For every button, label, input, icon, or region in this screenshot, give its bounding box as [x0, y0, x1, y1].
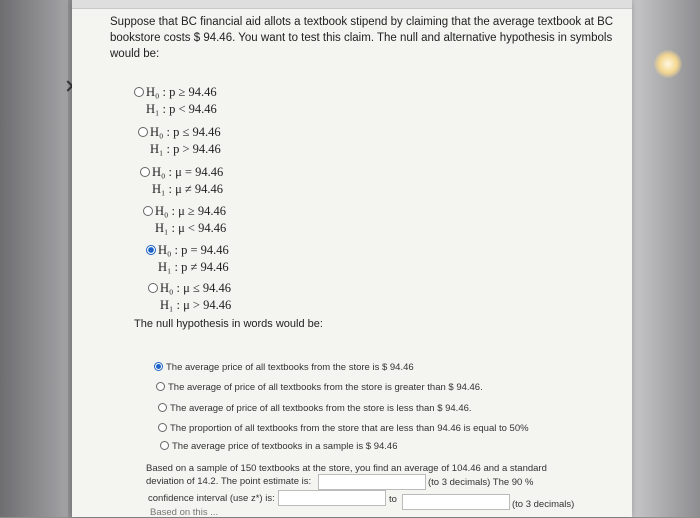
left-bezel [0, 0, 68, 517]
null-option-2[interactable] [156, 382, 483, 393]
radio-button[interactable] [158, 403, 167, 412]
radio-button[interactable] [134, 87, 144, 97]
h0-label: H₀ : p ≤ 94.46 [150, 125, 221, 139]
radio-button[interactable] [160, 441, 169, 450]
cutoff-text: Based on this ... [150, 507, 219, 518]
h1-label: H₁ : p > 94.46 [150, 142, 221, 156]
top-strip [72, 0, 632, 9]
ci-label: confidence interval (use z*) is: [148, 493, 275, 504]
null-option-label: The average of price of all textbooks from the store is greater than $ 94.46. [168, 382, 483, 393]
null-option-label: The average price of textbooks in a sample is $ 94.46 [172, 441, 398, 452]
hypothesis-option-4[interactable] [143, 203, 226, 237]
null-option-label: The average of price of all textbooks from the store is less than $ 94.46. [170, 403, 472, 414]
sample-line-1: Based on a sample of 150 textbooks at the store, you find an average of 104.46 and a standard [146, 463, 547, 474]
h0-label: H₀ : μ ≤ 94.46 [160, 281, 232, 295]
hypothesis-option-5[interactable] [146, 242, 229, 276]
h1-label: H₁ : μ ≠ 94.46 [152, 182, 224, 196]
null-words-prompt: The null hypothesis in words would be: [134, 318, 323, 330]
hypothesis-option-1[interactable] [134, 84, 217, 118]
null-option-5[interactable] [160, 441, 398, 452]
null-option-label: The proportion of all textbooks from the store that are less than 94.46 is equal to 50% [170, 423, 529, 434]
ci-upper-input[interactable] [402, 494, 510, 510]
ci-lower-input[interactable] [278, 490, 386, 506]
h0-label: H₀ : p ≥ 94.46 [146, 85, 217, 99]
h1-label: H₁ : μ > 94.46 [160, 298, 232, 312]
h1-label: H₁ : μ < 94.46 [155, 221, 227, 235]
hypothesis-option-3[interactable] [140, 164, 223, 198]
hypothesis-option-6[interactable] [148, 280, 231, 314]
null-option-3[interactable] [158, 403, 472, 414]
h0-label: H₀ : μ = 94.46 [152, 165, 224, 179]
null-option-label: The average price of all textbooks from the store is $ 94.46 [166, 362, 414, 373]
sample-line-2: deviation of 14.2. The point estimate is: [146, 476, 312, 487]
radio-button[interactable] [156, 382, 165, 391]
question-page [72, 0, 632, 517]
radio-button[interactable] [148, 283, 158, 293]
radio-button-selected[interactable] [154, 362, 163, 371]
ci-hint: (to 3 decimals) [512, 499, 575, 510]
radio-button[interactable] [158, 423, 167, 432]
radio-button[interactable] [140, 167, 150, 177]
point-estimate-input[interactable] [318, 474, 426, 490]
hypothesis-option-2[interactable] [138, 124, 221, 158]
radio-button[interactable] [143, 206, 153, 216]
radio-button[interactable] [138, 127, 148, 137]
h0-label: H₀ : p = 94.46 [158, 243, 229, 257]
light-glare [654, 50, 682, 78]
h1-label: H₁ : p ≠ 94.46 [158, 260, 229, 274]
null-option-4[interactable] [158, 423, 529, 434]
ci-to-label: to [389, 494, 397, 505]
h0-label: H₀ : μ ≥ 94.46 [155, 204, 227, 218]
radio-button-selected[interactable] [146, 245, 156, 255]
point-estimate-hint: (to 3 decimals) The 90 % [428, 477, 534, 488]
null-option-1[interactable] [154, 362, 414, 373]
question-text: Suppose that BC financial aid allots a textbook stipend by claiming that the average textbook at BC bookstore costs $ 94.46. You want to test this claim. The null and alternative hypothesis in symbols would be: [110, 16, 614, 60]
h1-label: H₁ : p < 94.46 [146, 102, 217, 116]
